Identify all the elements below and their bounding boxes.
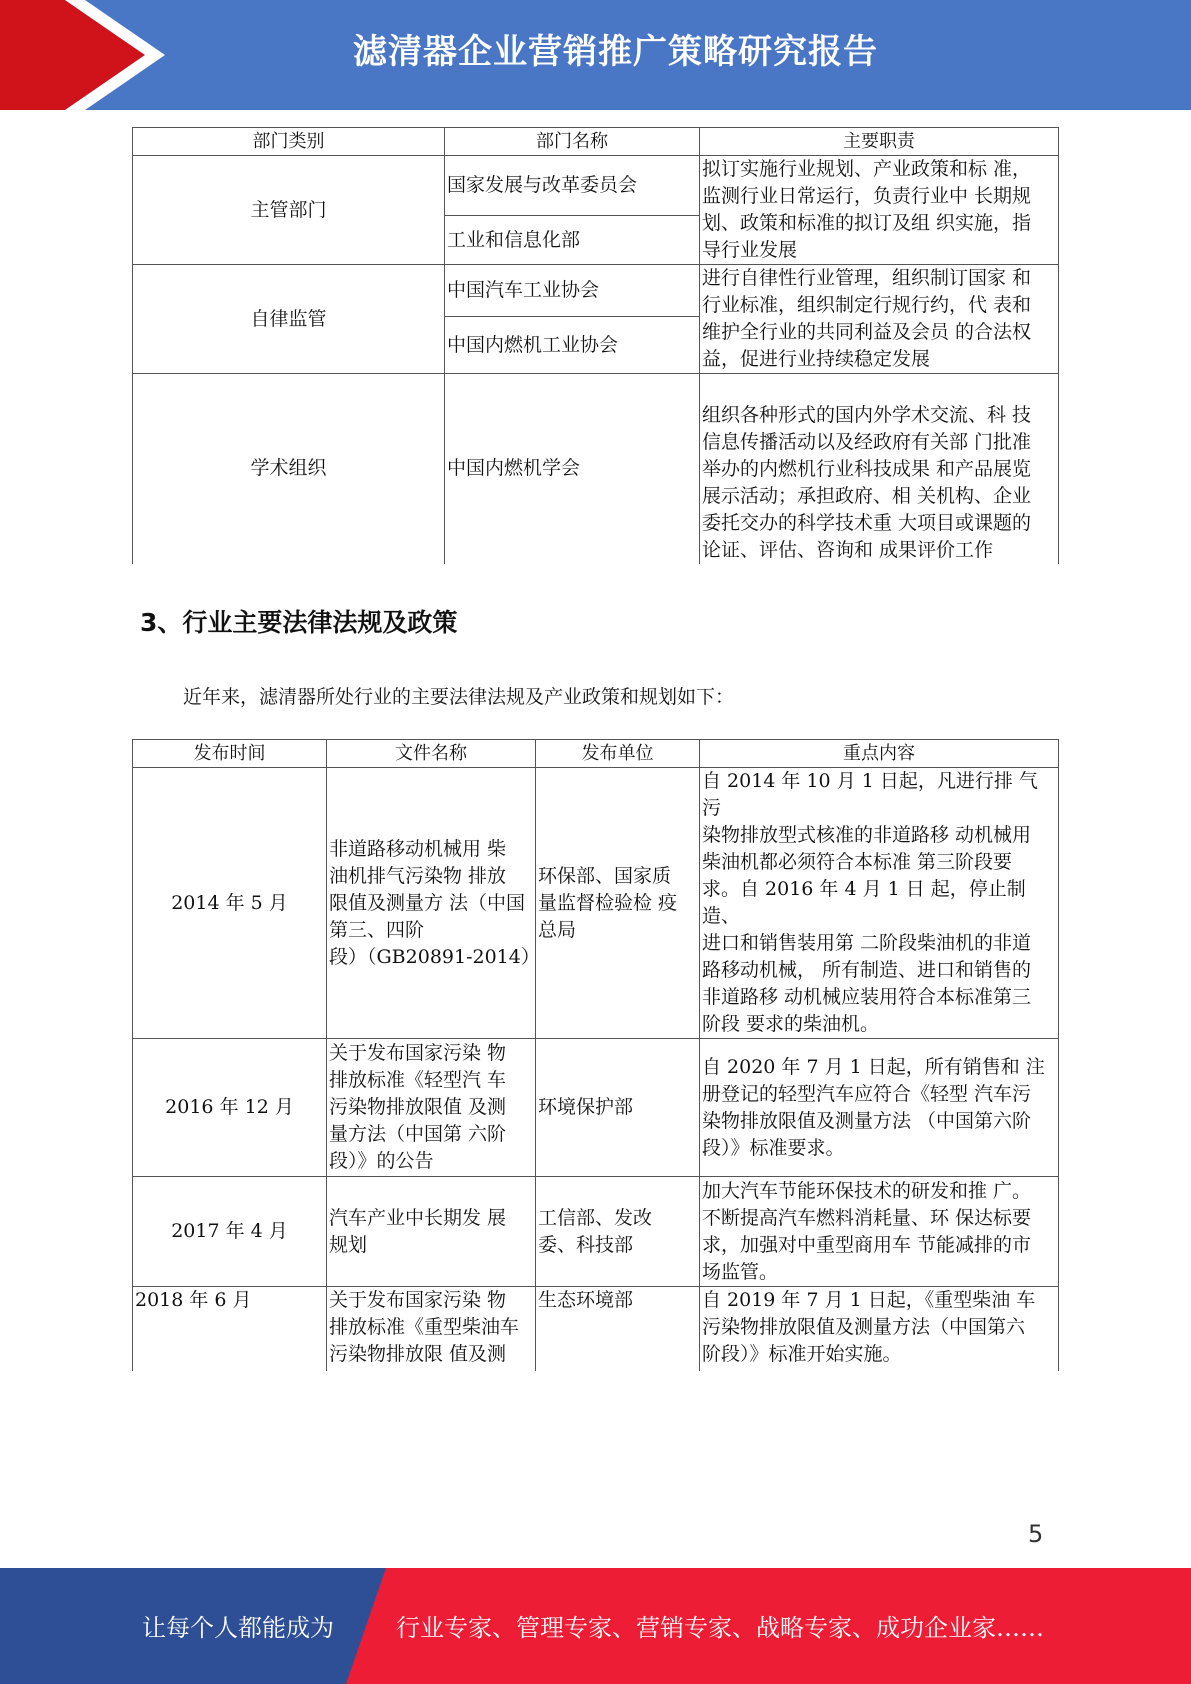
text-line: 册登记的轻型汽车应符合《轻型 汽车污	[702, 1082, 1032, 1105]
header-cell: 主要职责	[700, 128, 1059, 156]
text-line: 限值及测量方 法（中国	[329, 891, 526, 914]
text-line: 不断提高汽车燃料消耗量、环 保达标要	[702, 1206, 1032, 1229]
policy-date: 2016 年 12 月	[133, 1039, 327, 1177]
text-line: 关于发布国家污染 物	[329, 1289, 507, 1311]
table-row	[133, 1039, 1059, 1177]
policy-date: 2014 年 5 月	[133, 768, 327, 1039]
table-header-row	[133, 128, 1059, 156]
text-line: 求。自 2016 年 4 月 1 日 起，停止制造、	[702, 878, 1026, 927]
text-line: 油机排气污染物 排放	[329, 864, 507, 887]
text-line: 污染物排放限 值及测	[329, 1343, 507, 1365]
policy-document	[327, 768, 540, 1039]
footer-banner	[0, 1568, 1191, 1684]
text-line: 委、科技部	[538, 1233, 634, 1256]
text-line: 非道路移 动机械应装用符合本标准第三	[702, 986, 1032, 1008]
text-line: 益，促进行业持续稳定发展	[702, 348, 931, 370]
text-line: 进口和销售装用第 二阶段柴油机的非道	[702, 932, 1032, 954]
dept-duty	[700, 156, 1059, 265]
text-line: 排放标准《轻型汽 车	[329, 1069, 507, 1091]
text-line: 量方法（中国第 六阶	[329, 1123, 507, 1145]
text-line: 信息传播活动以及经政府有关部 门批准	[702, 430, 1032, 453]
dept-name: 国家发展与改革委员会	[445, 156, 700, 216]
text-line: 环境保护部	[538, 1096, 634, 1118]
policy-document	[327, 1039, 536, 1177]
text-line: 自 2020 年 7 月 1 日起，所有销售和 注	[702, 1055, 1045, 1078]
policy-date: 2017 年 4 月	[133, 1177, 327, 1287]
text-line: 求，加强对中重型商用车 节能减排的市	[702, 1233, 1032, 1256]
text-line: 段）》的公告	[329, 1150, 434, 1172]
text-line: 规划	[329, 1233, 368, 1256]
table-row	[133, 1287, 1059, 1371]
text-line: 加大汽车节能环保技术的研发和推 广。	[702, 1179, 1032, 1202]
text-line: 环保部、国家质	[538, 864, 672, 887]
policy-issuer	[536, 1039, 700, 1177]
text-line: 论证、评估、咨询和 成果评价工作	[702, 538, 994, 561]
footer-slogan-left: 让每个人都能成为	[142, 1614, 334, 1642]
policy-content	[700, 1177, 1059, 1287]
text-line: 自 2019 年 7 月 1 日起，《重型柴油 车	[702, 1289, 1036, 1311]
dept-category: 自律监管	[133, 265, 445, 374]
text-line: 柴油机都必须符合本标准 第三阶段要	[702, 851, 1013, 873]
text-line: 生态环境部	[538, 1289, 634, 1311]
text-line: 段）（GB20891-2014）	[329, 945, 540, 968]
intro-paragraph: 近年来，滤清器所处行业的主要法律法规及产业政策和规划如下：	[183, 686, 735, 708]
text-line: 段）》标准要求。	[702, 1136, 845, 1159]
text-line: 进行自律性行业管理，组织制订国家 和	[702, 267, 1032, 289]
policy-content	[700, 1287, 1059, 1371]
text-line: 行业标准，组织制定行规行约，代 表和	[702, 294, 1032, 316]
policy-table	[132, 739, 1059, 1371]
text-line: 阶段）》标准开始实施。	[702, 1343, 902, 1365]
policy-document	[327, 1287, 536, 1371]
dept-name: 中国内燃机工业协会	[445, 317, 700, 374]
table-header-row	[133, 740, 1059, 768]
department-table	[132, 127, 1059, 564]
text-line: 监测行业日常运行，负责行业中 长期规	[702, 185, 1032, 207]
table-row	[133, 265, 1059, 317]
text-line: 非道路移动机械用 柴	[329, 837, 507, 860]
policy-document	[327, 1177, 536, 1287]
text-line: 染物排放限值及测量方法 （中国第六阶	[702, 1109, 1032, 1132]
text-line: 染物排放型式核准的非道路移 动机械用	[702, 824, 1032, 846]
dept-duty	[700, 374, 1059, 564]
text-line: 污染物排放限值及测量方法（中国第六	[702, 1316, 1026, 1338]
header-cell: 重点内容	[700, 740, 1059, 768]
policy-date: 2018 年 6 月	[133, 1287, 327, 1371]
text-line: 自 2014 年 10 月 1 日起，凡进行排 气污	[702, 770, 1038, 819]
text-line: 关于发布国家污染 物	[329, 1042, 507, 1064]
dept-category: 学术组织	[133, 374, 445, 564]
policy-content	[700, 1039, 1059, 1177]
text-line: 拟订实施行业规划、产业政策和标 准，	[702, 158, 1032, 180]
text-line: 路移动机械， 所有制造、进口和销售的	[702, 959, 1032, 981]
page-number: 5	[1028, 1520, 1044, 1548]
text-line: 导行业发展	[702, 239, 798, 261]
header-cell: 部门类别	[133, 128, 445, 156]
text-line: 排放标准《重型柴油车	[329, 1316, 520, 1338]
text-line: 汽车产业中长期发 展	[329, 1206, 507, 1229]
text-line: 展示活动；承担政府、相 关机构、企业	[702, 484, 1032, 507]
text-line: 划、政策和标准的拟订及组 织实施，指	[702, 212, 1032, 234]
header-cell: 部门名称	[445, 128, 700, 156]
dept-name: 中国汽车工业协会	[445, 265, 700, 317]
text-line: 总局	[538, 918, 577, 941]
text-line: 场监管。	[702, 1260, 779, 1283]
header-cell: 文件名称	[327, 740, 536, 768]
text-line: 量监督检验检 疫	[538, 891, 678, 914]
report-title: 滤清器企业营销推广策略研究报告	[353, 32, 878, 72]
text-line: 阶段 要求的柴油机。	[702, 1013, 880, 1035]
dept-name: 中国内燃机学会	[445, 374, 700, 564]
table-row	[133, 374, 1059, 564]
table-row	[133, 1177, 1059, 1287]
footer-slogan-right: 行业专家、管理专家、营销专家、战略专家、成功企业家……	[396, 1614, 1044, 1642]
policy-issuer	[536, 768, 700, 1039]
policy-content	[700, 768, 1059, 1039]
text-line: 第三、四阶	[329, 918, 425, 941]
dept-category: 主管部门	[133, 156, 445, 265]
header-cell: 发布时间	[133, 740, 327, 768]
policy-issuer	[536, 1287, 700, 1371]
policy-issuer	[536, 1177, 700, 1287]
section-heading: 3、行业主要法律法规及政策	[140, 608, 458, 637]
dept-duty	[700, 265, 1059, 374]
dept-name: 工业和信息化部	[445, 216, 700, 265]
text-line: 维护全行业的共同利益及会员 的合法权	[702, 321, 1032, 343]
text-line: 污染物排放限值 及测	[329, 1096, 507, 1118]
text-line: 举办的内燃机行业科技成果 和产品展览	[702, 457, 1032, 480]
header-banner	[0, 0, 1191, 110]
table-row	[133, 768, 1059, 1039]
text-line: 组织各种形式的国内外学术交流、科 技	[702, 403, 1032, 426]
text-line: 委托交办的科学技术重 大项目或课题的	[702, 511, 1032, 534]
table-row	[133, 156, 1059, 216]
text-line: 工信部、发改	[538, 1206, 653, 1229]
header-cell: 发布单位	[536, 740, 700, 768]
